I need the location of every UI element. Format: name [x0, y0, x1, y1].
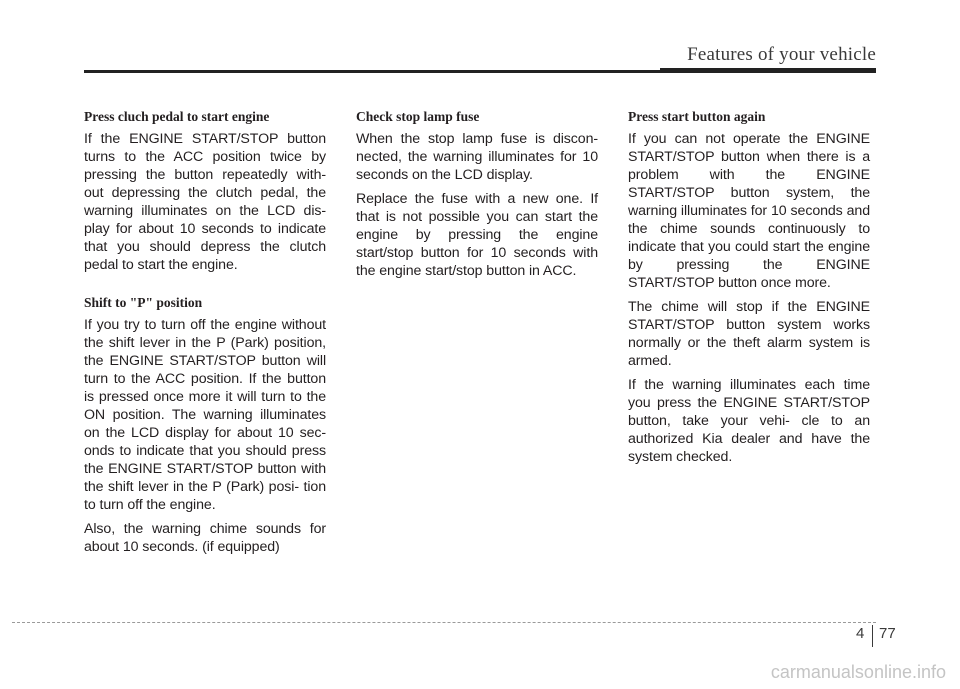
watermark: carmanualsonline.info: [770, 662, 946, 682]
section-heading-shift: Shift to "P" position: [84, 295, 203, 310]
section-paragraph: The chime will stop if the ENGINE START/STOP button system works normally or the theft alarm system is armed.: [628, 299, 870, 369]
section-paragraph: Replace the fuse with a new one. If that is not possible you can start the engine by pressing the engine start/stop button for 10 seconds with the engine start/stop button in ACC.: [356, 191, 598, 279]
section-paragraph: If you try to turn off the engine without the shift lever in the P (Park) position, the ENGINE START/STOP button will turn to the ACC position. If the button is pressed once more it will turn to the ON position. The warning illuminates on the LCD display for about 10 sec- onds to indicate that you should press the ENGINE START/STOP button with the shift lever in the P (Park) posi- tion to turn off the engine.: [84, 317, 326, 513]
section-paragraph: Also, the warning chime sounds for about 10 seconds. (if equipped): [84, 521, 326, 555]
section-paragraph: If the ENGINE START/STOP button turns to the ACC position twice by pressing the button repeatedly with- out depressing the clutch pedal, the warning illuminates on the LCD dis- play for about 10 seconds to indicate that you should depress the clutch pedal to start the engine.: [84, 131, 326, 273]
section-heading-start: Press start button again: [628, 109, 766, 124]
header-title: Features of your vehicle: [687, 44, 876, 65]
chapter-number: 4: [856, 625, 865, 642]
section-paragraph: If you can not operate the ENGINE START/STOP button when there is a problem with the ENGINE START/STOP button system, the warning illuminates for 10 seconds and the chime sounds continuously to indicate that you could start the engine by pressing the ENGINE START/STOP button once more.: [628, 131, 870, 291]
column-1: [84, 108, 326, 562]
header-rule-accent: [660, 68, 876, 73]
section-heading-clutch: Press cluch pedal to start engine: [84, 109, 270, 124]
section-paragraph: When the stop lamp fuse is discon- nected, the warning illuminates for 10 seconds on the LCD display.: [356, 131, 598, 183]
column-3: [628, 108, 870, 472]
page-number: 77: [879, 625, 896, 642]
page-number-divider: [872, 625, 873, 647]
column-2: [356, 108, 598, 286]
section-paragraph: If the warning illuminates each time you press the ENGINE START/STOP button, take your vehi- cle to an authorized Kia dealer and have the system checked.: [628, 377, 870, 465]
footer-rule: [12, 622, 876, 623]
section-heading-fuse: Check stop lamp fuse: [356, 109, 480, 124]
